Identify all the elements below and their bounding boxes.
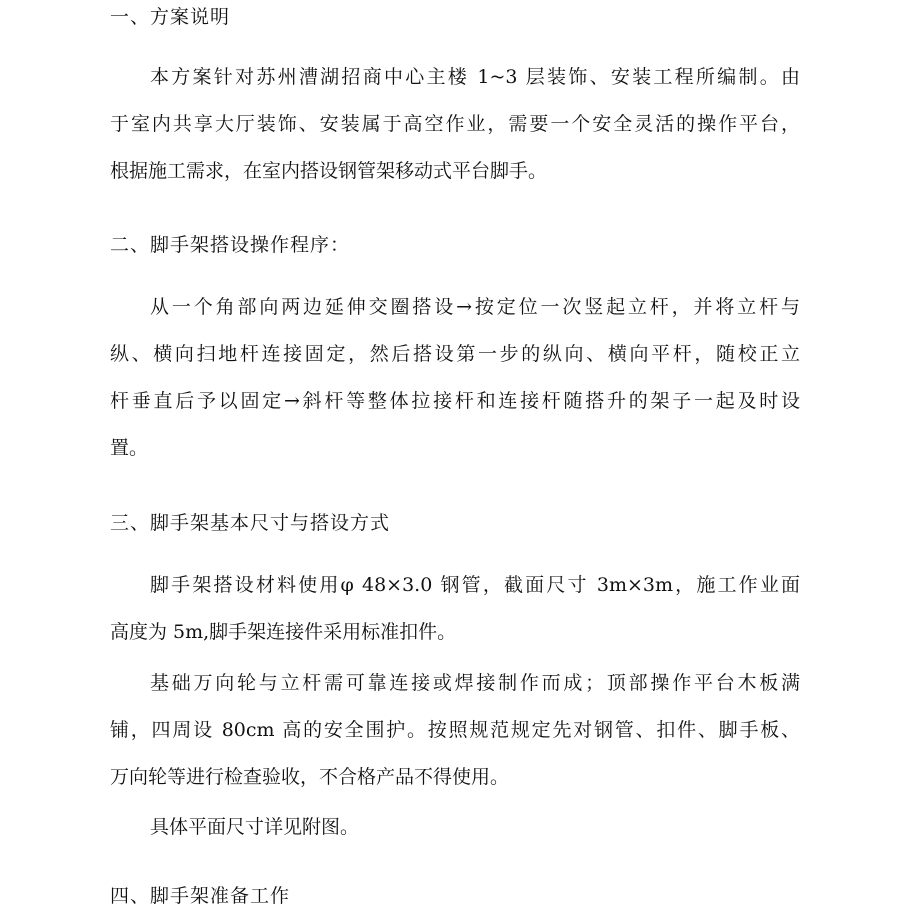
paragraph-3-2: [110, 660, 800, 801]
paragraph-line: 于室内共享大厅装饰、安装属于高空作业，需要一个安全灵活的操作平台，: [110, 113, 800, 135]
section-heading-3: 三、脚手架基本尺寸与搭设方式: [110, 512, 391, 534]
paragraph-line: 杆垂直后予以固定→斜杆等整体拉接杆和连接杆随搭升的架子一起及时设: [110, 390, 800, 412]
paragraph-line: 铺，四周设 80cm 高的安全围护。按照规范规定先对钢管、扣件、脚手板、: [110, 719, 800, 741]
paragraph-3-3: [110, 804, 800, 851]
paragraph-line: 脚手架搭设材料使用φ 48×3.0 钢管，截面尺寸 3m×3m，施工作业面: [150, 574, 800, 596]
paragraph-line: 本方案针对苏州漕湖招商中心主楼 1~3 层装饰、安装工程所编制。由: [150, 66, 800, 88]
section-heading-1: 一、方案说明: [110, 6, 231, 28]
paragraph-line: 高度为 5m,脚手架连接件采用标准扣件。: [110, 621, 457, 643]
section-heading-2: 二、脚手架搭设操作程序：: [110, 234, 351, 256]
section-heading-4: 四、脚手架准备工作: [110, 885, 291, 907]
paragraph-line: 从一个角部向两边延伸交圈搭设→按定位一次竖起立杆，并将立杆与: [150, 296, 800, 318]
paragraph-line: 万向轮等进行检查验收，不合格产品不得使用。: [110, 766, 510, 788]
paragraph-3-1: [110, 562, 800, 656]
paragraph-line: 纵、横向扫地杆连接固定，然后搭设第一步的纵向、横向平杆，随校正立: [110, 343, 800, 365]
paragraph-line: 置。: [110, 437, 149, 459]
paragraph-2-1: [110, 284, 800, 472]
paragraph-line: 根据施工需求，在室内搭设钢管架移动式平台脚手。: [110, 160, 548, 182]
paragraph-1-1: [110, 54, 800, 195]
paragraph-line: 基础万向轮与立杆需可靠连接或焊接制作而成；顶部操作平台木板满: [150, 672, 800, 694]
paragraph-line: 具体平面尺寸详见附图。: [150, 816, 360, 838]
